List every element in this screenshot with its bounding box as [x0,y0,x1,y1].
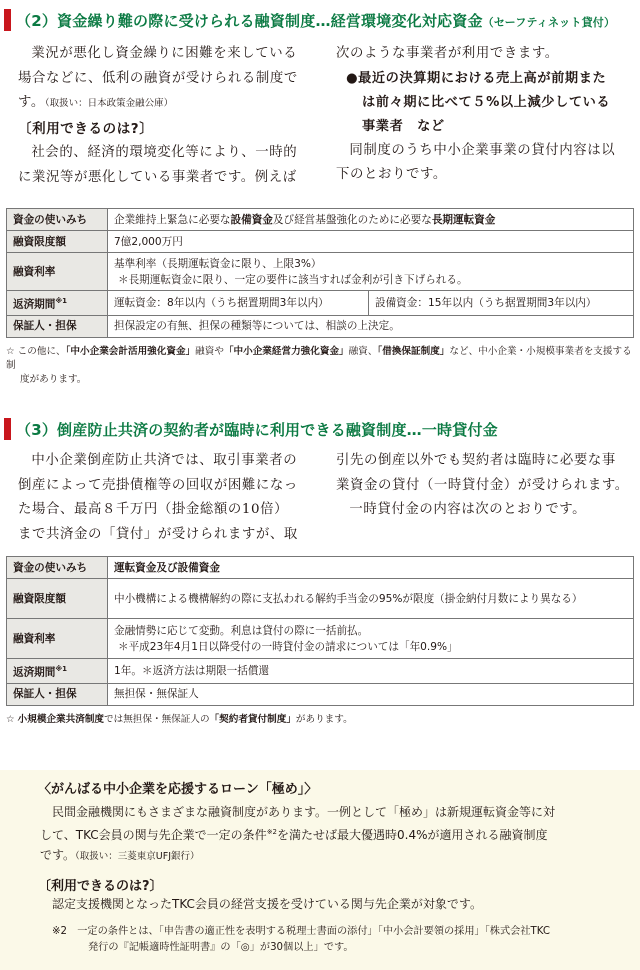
paragraph-line: まで共済金の「貸付」が受けられますが、取 [18,526,298,542]
table-row [7,683,634,705]
footnote-text: 一定の条件とは、「申告書の適正性を表明する税理士書面の添付」「中小会計要領の採用」「株式会社TKC [77,926,550,937]
rate-line: 基準利率（長期運転資金に限り、上限3%） [114,257,322,270]
term-label-text: 返済期間 [13,298,56,311]
box-line-text: して、TKC会員の関与先企業で一定の条件 [40,828,267,842]
bullet-item: 事業者 など [362,118,445,134]
box-line-text: を満たせば最大優遇時0.4%が適用される融資制度 [277,828,548,842]
paragraph-line: 倒産によって売掛債権等の回収が困難になっ [18,477,298,493]
footnote-emphasis: 「中小企業会計活用強化資金」 [65,346,196,357]
paragraph-line: 下のとおりです。 [336,167,447,182]
footnote-emphasis: 小規模企業共済制度 [17,714,105,725]
footnote-line [6,345,636,373]
section-3-right-column [336,449,636,523]
rate-line: 金融情勢に応じて変動。利息は貸付の際に一括前払。 [114,624,369,637]
star-mark: ☆ [6,346,15,357]
section-3-loan-table [6,556,634,706]
table-row [7,209,634,231]
section-2-subhead: 〔利用できるのは?〕 [18,120,154,137]
footnote-text: 融資、 [348,346,378,357]
section-2-title-small: （セーフティネット貸付） [482,16,616,29]
section-2-marker [4,9,11,31]
footnote-text: では無担保・無保証人の [104,714,210,725]
bullet-item: ●最近の決算期における売上高が前期また [346,70,607,86]
row-label [7,659,108,684]
row-label [7,291,108,316]
footnote-mark: ※1 [55,297,68,305]
paragraph-line: 社会的、経済的環境変化等により、一時的 [31,145,298,160]
section-3-title: （3）倒産防止共済の契約者が臨時に利用できる融資制度…一時貸付金 [16,421,498,439]
footnote-line: 度があります。 [20,374,87,385]
table-row [7,315,634,337]
usage-text: 及び経営基盤強化のために必要な [272,213,432,226]
usage-value [108,209,634,231]
row-label: 融資限度額 [7,579,108,619]
section-3-marker [4,418,11,440]
rate-line: ＊長期運転資金に限り、一定の要件に該当すれば金利が引き下げられる。 [118,273,468,286]
footnote-emphasis: 「中小企業経営力強化資金」 [223,346,349,357]
box-footnote [52,924,632,956]
box-subhead: 〔利用できるのは?〕 [38,879,163,894]
usage-text: 企業維持上緊急に必要な [114,213,231,226]
footnote-text: があります。 [295,714,353,725]
paragraph-line: 同制度のうち中小企業事業の貸付内容は以 [349,142,616,158]
paragraph-line: た場合、最高８千万円（掛金総額の10倍） [18,502,289,517]
section-2-title [16,10,615,31]
usage-emphasis: 長期運転資金 [431,213,496,226]
paragraph-line: 場合などに、低利の融資が受けられる制度で [18,70,298,86]
table-row [7,231,634,253]
box-line [40,822,630,845]
box-line: 民間金融機関にもさまざまな融資制度があります。一例として「極め」は新規運転資金等に対 [52,805,556,819]
footnote-text: この他に、 [17,346,66,357]
section-2-title-text: （2）資金繰り難の際に受けられる融資制度…経営環境変化対応資金 [16,12,483,30]
paragraph-line: 業資金の貸付（一時貸付金）が受けられます。 [336,477,629,493]
limit-value: 中小機構による機構解約の際に支払われる解約手当金の95%が限度（掛金納付月数により異なる） [108,579,634,619]
table-row [7,659,634,684]
box-line [40,845,630,867]
usage-value: 運転資金及び設備資金 [108,557,634,579]
section-3-footnote [6,713,636,727]
box-line-text: です。 [40,848,76,862]
footnote-text: 融資や [195,346,224,357]
row-label: 資金の使いみち [7,557,108,579]
row-label: 資金の使いみち [7,209,108,231]
paragraph-line: 次のような事業者が利用できます。 [336,46,559,61]
box-target: 認定支援機関となったTKC会員の経営支援を受けている関与先企業が対象です。 [52,897,482,911]
rate-value [108,253,634,291]
guarantor-value: 無担保・無保証人 [108,683,634,705]
table-row [7,619,634,659]
rate-value [108,619,634,659]
rate-line: ＊平成23年4月1日以降受付の一時貸付金の請求については「年0.9%」 [118,640,458,653]
row-label: 保証人・担保 [7,683,108,705]
footnote-mark: ※1 [55,665,68,673]
box-body [40,802,630,867]
section-2-right-column [336,42,636,188]
term-label-text: 返済期間 [13,666,56,679]
term-equipment: 設備資金：15年以内（うち据置期間3年以内） [369,291,634,316]
table-row [7,579,634,619]
box-title: 〈がんばる中小企業を応援するローン「極め」〉 [38,782,318,797]
section-2-loan-table [6,208,634,338]
table-row [7,253,634,291]
paragraph-line: に業況等が悪化している事業者です。例えば [18,169,297,185]
paragraph-line: 一時貸付金の内容は次のとおりです。 [349,502,587,517]
paragraph-line [18,91,308,117]
footnote-mark: ※2 [266,828,278,836]
handled-by-note: （取扱い：日本政策金融公庫） [44,98,174,109]
table-row [7,291,634,316]
paragraph-line: 引先の倒産以外でも契約者は臨時に必要な事 [336,453,616,468]
section-2-left-column [18,42,308,190]
bullet-item: は前々期に比べて５%以上減少している [362,94,611,110]
row-label: 融資限度額 [7,231,108,253]
limit-value: 7億2,000万円 [108,231,634,253]
footnote-emphasis: 「契約者貸付制度」 [209,714,296,725]
guarantor-value: 担保設定の有無、担保の種類等については、相談の上決定。 [108,315,634,337]
section-3-left-column [18,449,308,547]
term-value: 1年。＊返済方法は期限一括償還 [108,659,634,684]
table-row [7,557,634,579]
footnote-emphasis: 「借換保証制度」 [377,346,450,357]
handled-by-note: （取扱い：三菱東京UFJ銀行） [75,851,200,862]
paragraph-line: 中小企業倒産防止共済では、取引事業者の [31,453,298,468]
footnote-mark: ※2 [52,926,68,937]
section-2-footnote [6,345,636,387]
star-mark: ☆ [6,714,15,725]
usage-emphasis: 設備資金 [230,213,273,226]
paragraph-line: 業況が悪化し資金繰りに困難を来している [31,46,298,61]
paragraph-line-text: す。 [18,95,45,110]
row-label: 融資利率 [7,619,108,659]
footnote-line [52,924,632,940]
footnote-line: 発行の『記帳適時性証明書』の「◎」が30個以上」です。 [88,942,354,953]
row-label: 融資利率 [7,253,108,291]
row-label: 保証人・担保 [7,315,108,337]
term-operating: 運転資金：8年以内（うち据置期間3年以内） [108,291,369,316]
footnote-text: など、中小企業・小規模事業者を支援する制 [6,346,632,371]
